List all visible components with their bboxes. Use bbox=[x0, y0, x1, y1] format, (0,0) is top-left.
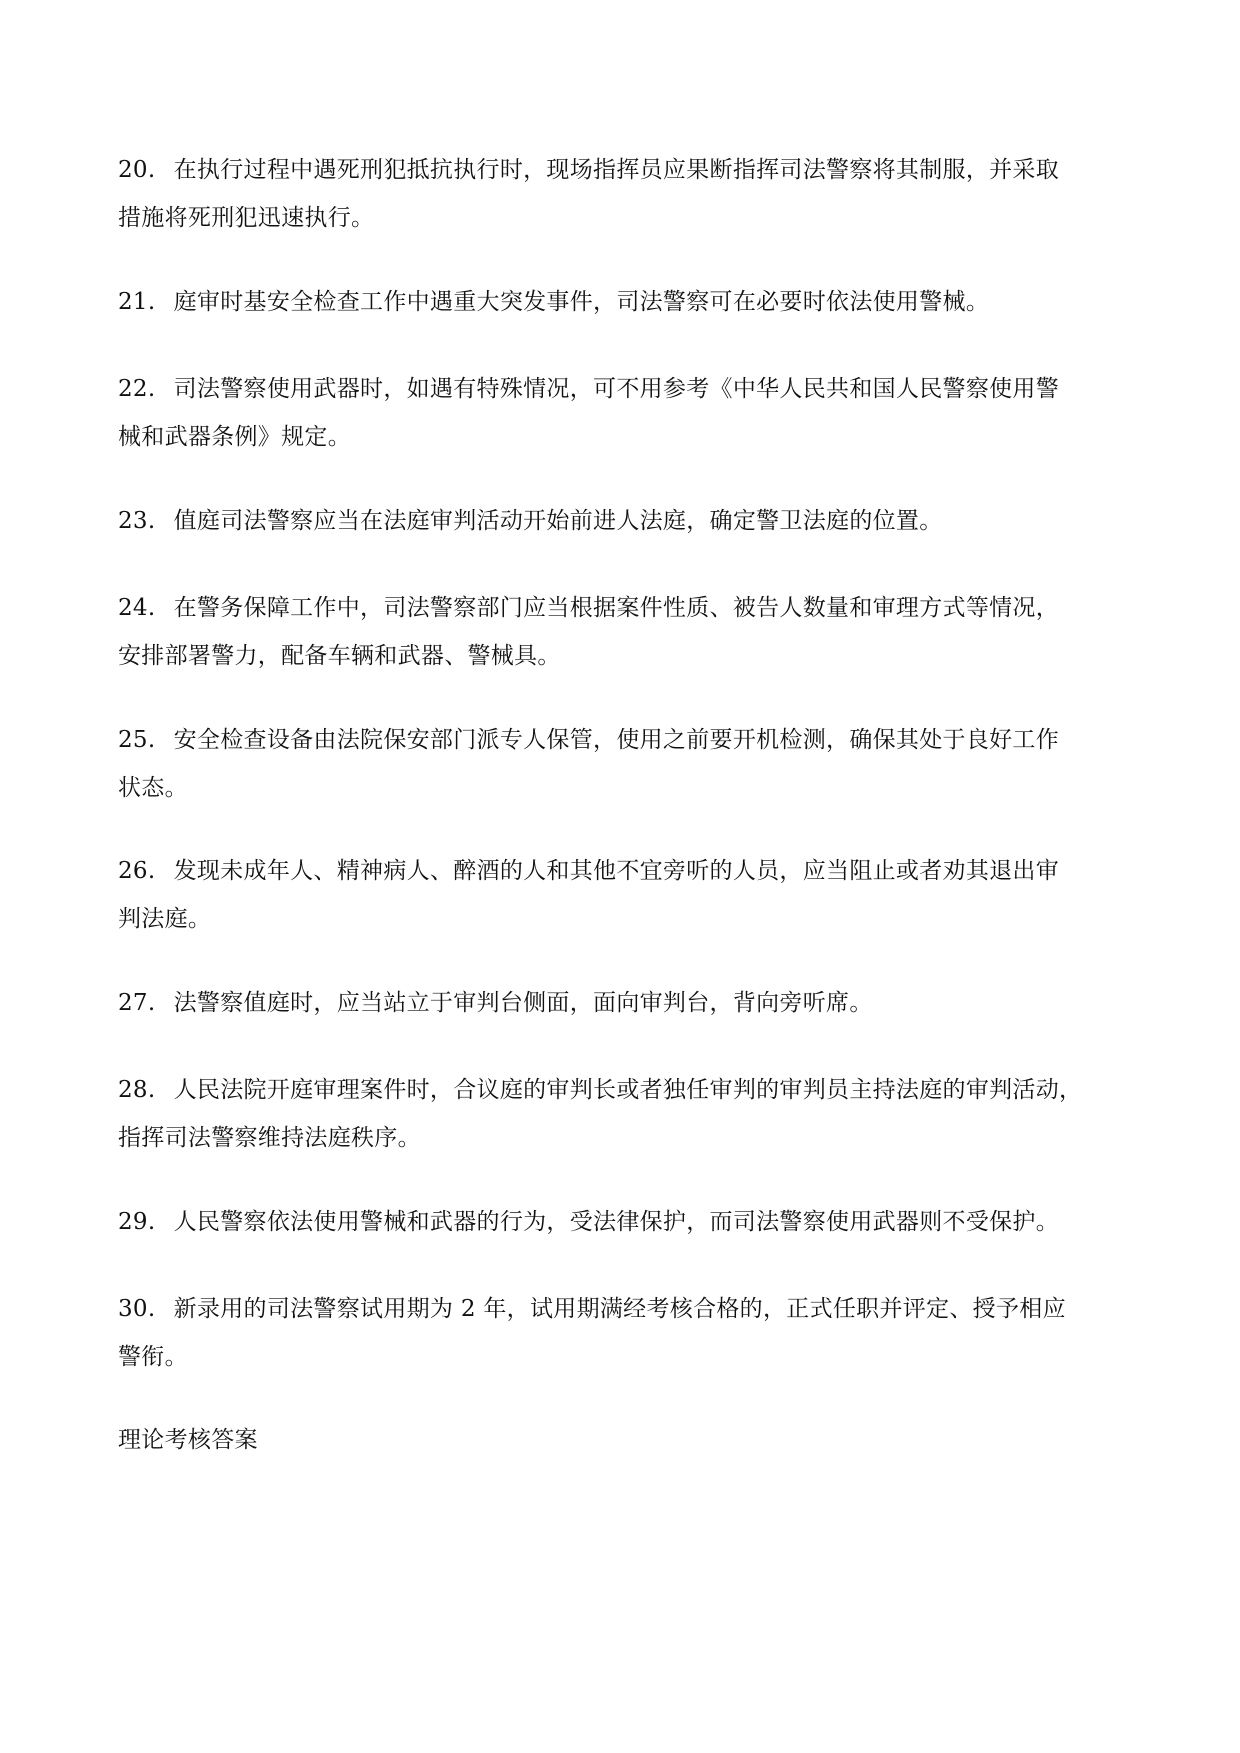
question-28 bbox=[118, 1066, 1128, 1162]
question-line bbox=[118, 979, 1128, 1027]
question-number: 25. bbox=[118, 727, 156, 753]
question-24 bbox=[118, 584, 1128, 680]
question-line bbox=[118, 847, 1128, 895]
document-page bbox=[118, 0, 1128, 1753]
question-25 bbox=[118, 716, 1128, 812]
question-number: 27. bbox=[118, 990, 156, 1016]
question-29 bbox=[118, 1198, 1128, 1246]
question-number: 26. bbox=[118, 858, 156, 884]
question-continuation: 警衔。 bbox=[118, 1344, 188, 1370]
question-number: 24. bbox=[118, 595, 156, 621]
question-line bbox=[118, 365, 1128, 413]
question-continuation: 指挥司法警察维持法庭秩序。 bbox=[118, 1125, 421, 1151]
question-text: 发现未成年人、精神病人、醉酒的人和其他不宜旁听的人员，应当阻止或者劝其退出审 bbox=[173, 858, 1060, 884]
question-number: 20. bbox=[118, 157, 156, 183]
question-text: 司法警察使用武器时，如遇有特殊情况，可不用参考《中华人民共和国人民警察使用警 bbox=[173, 376, 1060, 402]
section-heading: 理论考核答案 bbox=[118, 1427, 258, 1453]
question-number: 29. bbox=[118, 1209, 156, 1235]
question-23 bbox=[118, 497, 1128, 545]
question-number: 30. bbox=[118, 1296, 156, 1322]
question-line bbox=[118, 584, 1128, 632]
question-line bbox=[118, 1198, 1128, 1246]
question-line bbox=[118, 1066, 1128, 1114]
question-21 bbox=[118, 278, 1128, 326]
question-number: 28. bbox=[118, 1077, 156, 1103]
question-line bbox=[118, 278, 1128, 326]
question-text: 法警察值庭时，应当站立于审判台侧面，面向审判台，背向旁听席。 bbox=[173, 990, 873, 1016]
question-27 bbox=[118, 979, 1128, 1027]
question-text: 在警务保障工作中，司法警察部门应当根据案件性质、被告人数量和审理方式等情况， bbox=[173, 595, 1060, 621]
question-22 bbox=[118, 365, 1128, 461]
question-text: 庭审时基安全检查工作中遇重大突发事件，司法警察可在必要时依法使用警械。 bbox=[173, 289, 990, 315]
question-number: 22. bbox=[118, 376, 156, 402]
question-text: 人民警察依法使用警械和武器的行为，受法律保护，而司法警察使用武器则不受保护。 bbox=[173, 1209, 1060, 1235]
question-line bbox=[118, 716, 1128, 764]
question-continuation: 安排部署警力，配备车辆和武器、警械具。 bbox=[118, 643, 561, 669]
question-continuation: 状态。 bbox=[118, 775, 188, 801]
question-26 bbox=[118, 847, 1128, 943]
question-continuation: 判法庭。 bbox=[118, 906, 212, 932]
question-continuation: 械和武器条例》规定。 bbox=[118, 424, 351, 450]
question-text: 新录用的司法警察试用期为 2 年，试用期满经考核合格的，正式任职并评定、授予相应 bbox=[173, 1296, 1066, 1322]
question-text: 在执行过程中遇死刑犯抵抗执行时，现场指挥员应果断指挥司法警察将其制服，并采取 bbox=[173, 157, 1060, 183]
question-line bbox=[118, 497, 1128, 545]
question-20 bbox=[118, 146, 1128, 242]
question-line bbox=[118, 146, 1128, 194]
question-text: 值庭司法警察应当在法庭审判活动开始前进人法庭，确定警卫法庭的位置。 bbox=[173, 508, 943, 534]
question-continuation: 措施将死刑犯迅速执行。 bbox=[118, 205, 375, 231]
question-line bbox=[118, 1285, 1128, 1333]
question-30 bbox=[118, 1285, 1128, 1381]
question-text: 人民法院开庭审理案件时，合议庭的审判长或者独任审判的审判员主持法庭的审判活动， bbox=[173, 1077, 1083, 1103]
question-number: 21. bbox=[118, 289, 156, 315]
question-text: 安全检查设备由法院保安部门派专人保管，使用之前要开机检测，确保其处于良好工作 bbox=[173, 727, 1060, 753]
question-number: 23. bbox=[118, 508, 156, 534]
